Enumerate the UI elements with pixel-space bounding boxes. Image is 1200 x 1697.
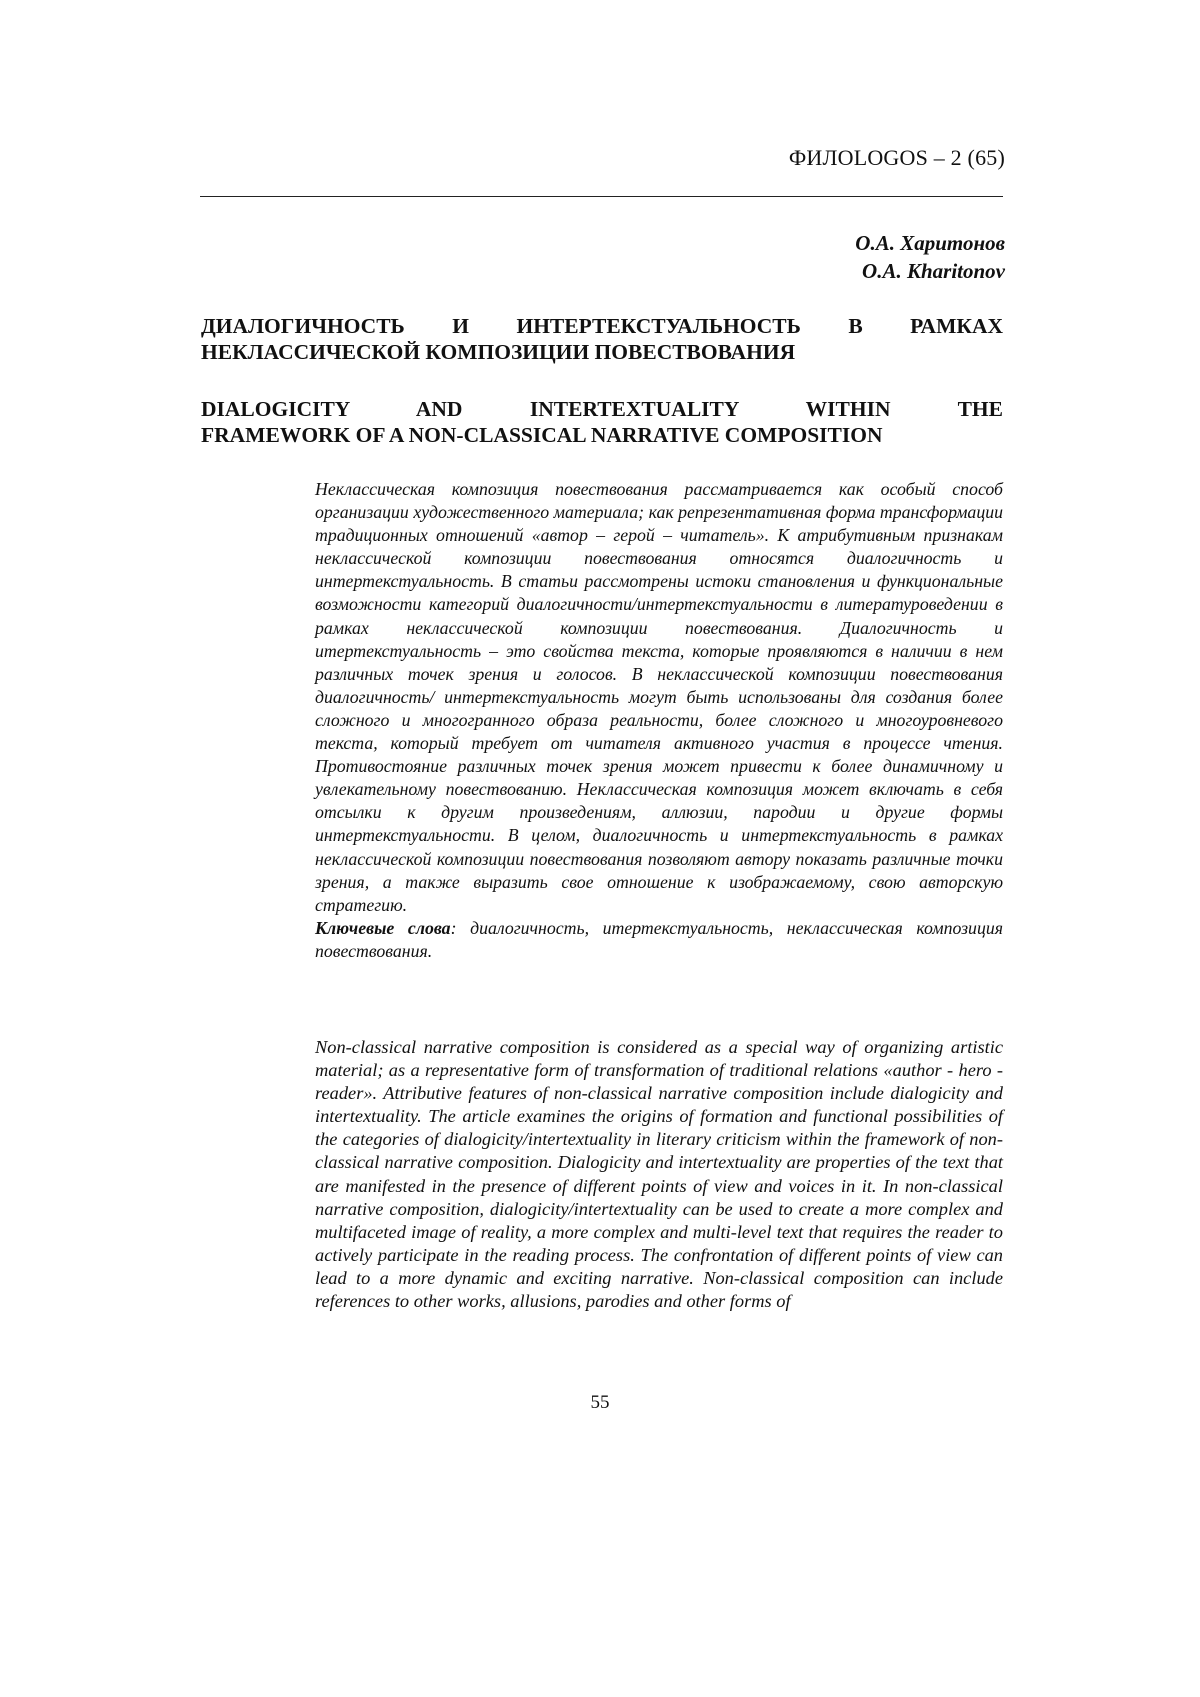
running-head: ФИЛOLOGOS – 2 (65)	[789, 145, 1005, 171]
header-rule	[200, 196, 1003, 197]
author-name-en: O.A. Kharitonov	[855, 257, 1005, 285]
abstract-ru-text: Неклассическая композиция повествования рассматривается как особый способ организации художественного материала; как репрезентативная форма трансформации традиционных отношений «автор – герой – читатель». К атрибутивным признакам неклассической композиции повествования относятся диалогичность и интертекстуальность. В статьи рассмотрены истоки становления и функциональные возможности категорий диалогичности/интертекстуальности в литературоведении в рамках неклассической композиции повествования. Диалогичность и итертекстуальность – это свойства текста, которые проявляются в наличии в нем различных точек зрения и голосов. В неклассической композиции повествования диалогичность/ интертекстуальность могут быть использованы для создания более сложного и многогранного образа реальности, более сложного и многоуровневого текста, который требует от читателя активного участия в процессе чтения. Противостояние различных точек зрения может привести к более динамичному и увлекательному повествованию. Неклассическая композиция может включать в себя отсылки к другим произведениям, аллюзии, пародии и другие формы интертекстуальности. В целом, диалогичность и интертекстуальность в рамках неклассической композиции повествования позволяют автору показать различные точки зрения, а также выразить свое отношение к изображаемому, свою авторскую стратегию.	[315, 479, 1003, 915]
abstract-en-text: Non-classical narrative composition is considered as a special way of organizing artistic material; as a representative form of transformation of traditional relations «author - hero - reader». Attributive features of non-classical narrative composition include dialogicity and intertextuality. The article examines the origins of formation and functional possibilities of the categories of dialogicity/intertextuality in literary criticism within the framework of non-classical narrative composition. Dialogicity and intertextuality are properties of the text that are manifested in the presence of different points of view and voices in it. In non-classical narrative composition, dialogicity/intertextuality can be used to create a more complex and multifaceted image of reality, a more complex and multi-level text that requires the reader to actively participate in the reading process. The confrontation of different points of view can lead to a more dynamic and exciting narrative. Non-classical composition can include references to other works, allusions, parodies and other forms of	[315, 1037, 1003, 1311]
title-en-line-2: FRAMEWORK OF A NON-CLASSICAL NARRATIVE COMPOSITION	[201, 423, 883, 447]
document-page	[0, 0, 1200, 1697]
article-title-ru	[201, 313, 1003, 365]
abstract-en	[315, 1036, 1003, 1313]
article-title-en	[201, 396, 1003, 448]
title-ru-line-1: ДИАЛОГИЧНОСТЬ И ИНТЕРТЕКСТУАЛЬНОСТЬ В РАМКАХ	[201, 313, 1003, 339]
author-name-ru: О.А. Харитонов	[855, 229, 1005, 257]
page-number: 55	[0, 1392, 1200, 1414]
abstract-ru	[315, 478, 1003, 963]
title-en-line-1: DIALOGICITY AND INTERTEXTUALITY WITHIN THE	[201, 396, 1003, 422]
title-ru-line-2: НЕКЛАССИЧЕСКОЙ КОМПОЗИЦИИ ПОВЕСТВОВАНИЯ	[201, 340, 795, 364]
author-block	[855, 229, 1005, 285]
keywords-text: : диалогичность, итертекстуальность, неклассическая композиция повествования.	[315, 918, 1003, 961]
keywords-label: Ключевые слова	[315, 918, 451, 938]
